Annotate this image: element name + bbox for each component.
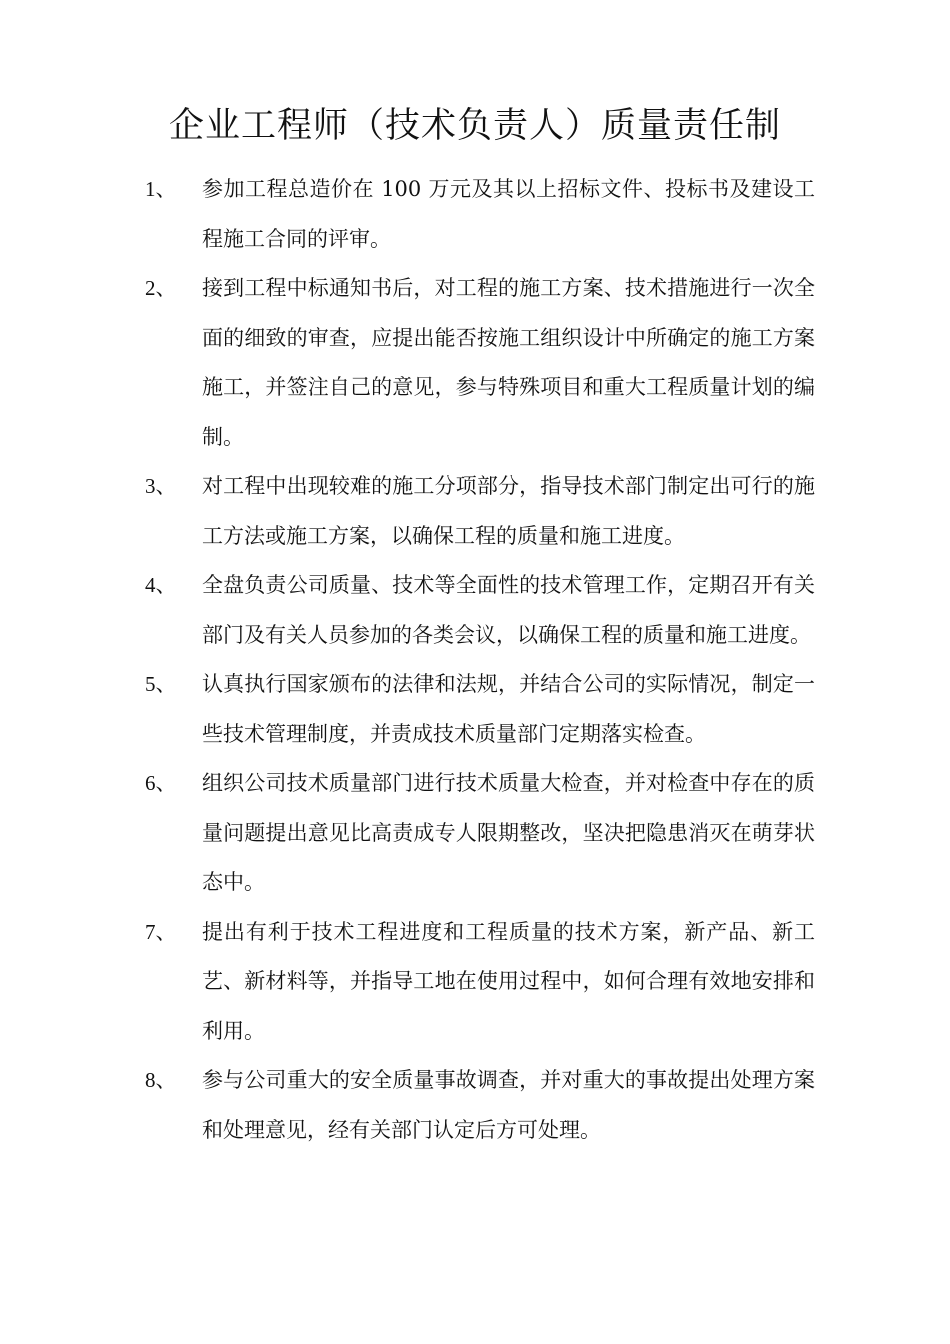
item-number: 8、 xyxy=(145,1068,177,1092)
list-item xyxy=(145,264,815,462)
item-text: 认真执行国家颁布的法律和法规，并结合公司的实际情况，制定一些技术管理制度，并责成技术质量部门定期落实检查。 xyxy=(202,672,815,746)
item-text: 全盘负责公司质量、技术等全面性的技术管理工作，定期召开有关部门及有关人员参加的各类会议，以确保工程的质量和施工进度。 xyxy=(202,573,815,647)
item-text: 组织公司技术质量部门进行技术质量大检查，并对检查中存在的质量问题提出意见比高责成专人限期整改，坚决把隐患消灭在萌芽状态中。 xyxy=(202,771,815,894)
list-item xyxy=(145,759,815,908)
item-number: 6、 xyxy=(145,771,177,795)
list-item xyxy=(145,165,815,264)
item-number: 4、 xyxy=(145,573,177,597)
list-item xyxy=(145,561,815,660)
item-number: 2、 xyxy=(145,276,177,300)
item-text: 参与公司重大的安全质量事故调查，并对重大的事故提出处理方案和处理意见，经有关部门认定后方可处理。 xyxy=(202,1068,815,1142)
item-text: 提出有利于技术工程进度和工程质量的技术方案，新产品、新工艺、新材料等，并指导工地在使用过程中，如何合理有效地安排和利用。 xyxy=(202,919,815,1043)
list-item xyxy=(145,660,815,759)
item-text: 接到工程中标通知书后，对工程的施工方案、技术措施进行一次全面的细致的审查，应提出能否按施工组织设计中所确定的施工方案施工，并签注自己的意见，参与特殊项目和重大工程质量计划的编制。 xyxy=(202,276,815,449)
document-title: 企业工程师（技术负责人）质量责任制 xyxy=(168,106,781,146)
item-text: 参加工程总造价在 100 万元及其以上招标文件、投标书及建设工程施工合同的评审。 xyxy=(202,177,815,251)
item-text: 对工程中出现较难的施工分项部分，指导技术部门制定出可行的施工方法或施工方案，以确保工程的质量和施工进度。 xyxy=(202,474,815,548)
item-number: 7、 xyxy=(145,919,177,944)
list-item xyxy=(145,462,815,561)
list-item xyxy=(145,908,815,1057)
item-number: 3、 xyxy=(145,474,177,498)
responsibility-list xyxy=(145,165,815,1155)
item-number: 5、 xyxy=(145,672,177,696)
list-item xyxy=(145,1056,815,1155)
item-number: 1、 xyxy=(145,177,177,201)
